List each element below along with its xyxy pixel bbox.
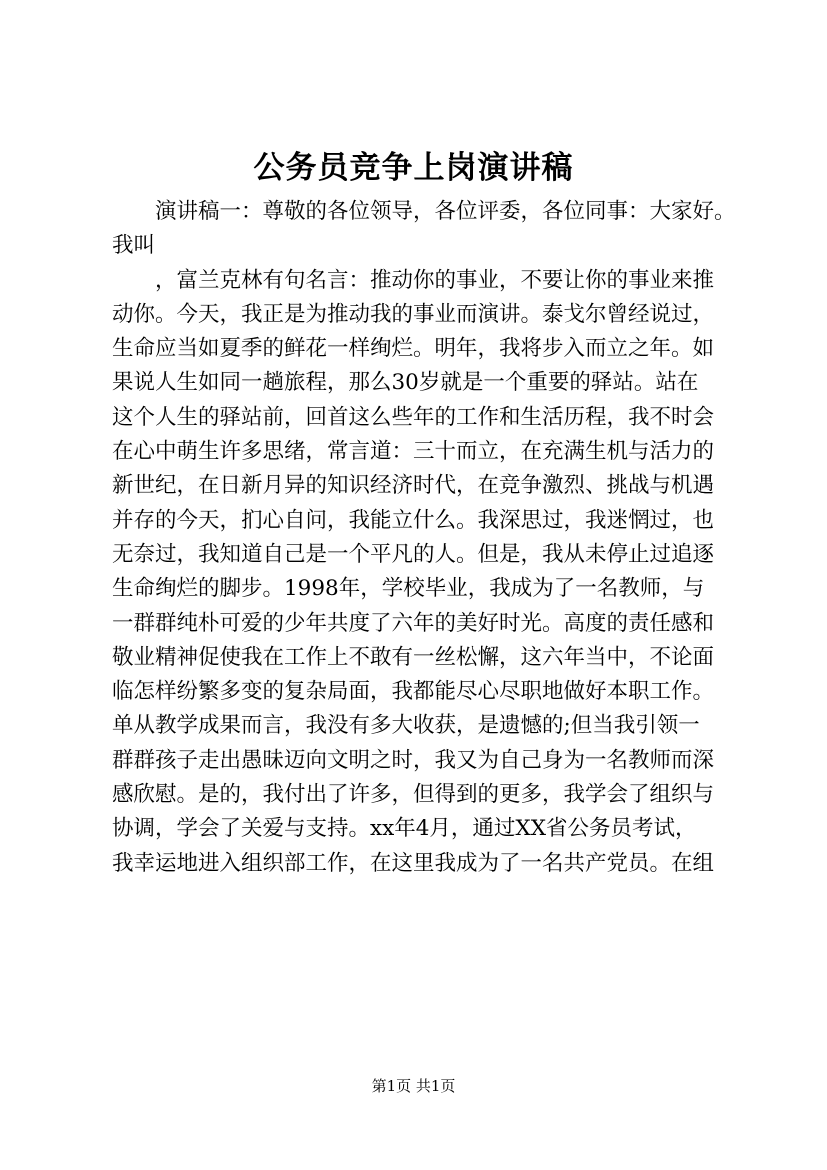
document-title: 公务员竞争上岗演讲稿: [253, 150, 574, 186]
text-line: 协调，学会了关爱与支持。xx年4月，通过XX省公务员考试，: [112, 816, 697, 842]
text-line: 果说人生如同一趟旅程，那么30岁就是一个重要的驿站。站在: [112, 370, 699, 396]
text-line: 新世纪，在日新月异的知识经济时代，在竞争激烈、挑战与机遇: [112, 473, 715, 499]
text-line: 感欣慰。是的，我付出了许多，但得到的更多，我学会了组织与: [112, 782, 715, 808]
text-line: 动你。今天，我正是为推动我的事业而演讲。泰戈尔曾经说过，: [112, 301, 715, 327]
document-body: [112, 195, 736, 881]
text-line: 我叫: [112, 233, 156, 259]
text-line: 这个人生的驿站前，回首这么些年的工作和生活历程，我不时会: [112, 404, 715, 430]
text-line: 敬业精神促使我在工作上不敢有一丝松懈，这六年当中，不论面: [112, 644, 715, 670]
text-line: 并存的今天，扪心自问，我能立什么。我深思过，我迷惘过，也: [112, 507, 715, 533]
text-line: 演讲稿一：尊敬的各位领导，各位评委，各位同事：大家好。: [112, 199, 736, 224]
text-line: 生命应当如夏季的鲜花一样绚烂。明年，我将步入而立之年。如: [112, 336, 715, 362]
text-line: 我幸运地进入组织部工作，在这里我成为了一名共产党员。在组: [112, 850, 715, 876]
text-line: 临怎样纷繁多变的复杂局面，我都能尽心尽职地做好本职工作。: [112, 679, 715, 705]
text-line: 单从教学成果而言，我没有多大收获，是遗憾的;但当我引领一: [112, 713, 700, 739]
text-line: 群群孩子走出愚昧迈向文明之时，我又为自己身为一名教师而深: [112, 747, 715, 773]
text-line: 生命绚烂的脚步。1998年，学校毕业，我成为了一名教师，与: [112, 576, 705, 602]
text-line: ，富兰克林有句名言：推动你的事业，不要让你的事业来推: [112, 267, 715, 293]
text-line: 无奈过，我知道自己是一个平凡的人。但是，我从未停止过追逐: [112, 541, 715, 567]
text-line: 一群群纯朴可爱的少年共度了六年的美好时光。高度的责任感和: [112, 610, 715, 636]
text-line: 在心中萌生许多思绪，常言道：三十而立，在充满生机与活力的: [112, 439, 715, 465]
page-footer: 第1页 共1页: [371, 1077, 456, 1095]
